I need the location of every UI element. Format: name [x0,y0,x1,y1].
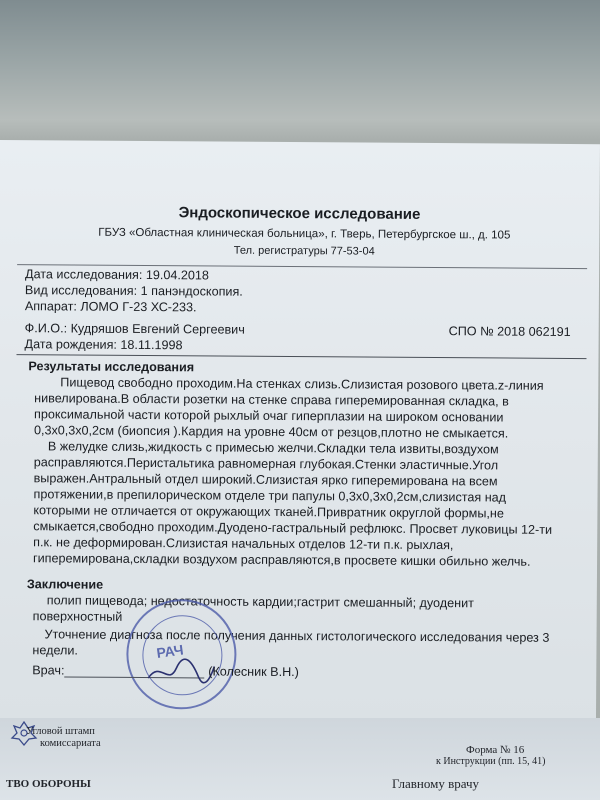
results-line: 0,3х0,3х0,2см (биопсия ).Кардия на уровне 40см от резцов,плотно не смыкается. [33,423,509,441]
stamp-text: РАЧ [155,641,185,661]
form-instruction: к Инструкции (пп. 15, 41) [436,756,546,767]
conclusion-heading: Заключение [26,577,104,592]
corner-stamp-line: Угловой штамп [26,726,95,737]
institution-line: ГБУЗ «Областная клиническая больница», г. Тверь, Петербургское ш., д. 105 [98,226,511,242]
record-number: СПО № 2018 062191 [448,324,571,339]
results-line: проксимальной части которой рыхлый очаг гиперплазии на широком основании [34,407,504,425]
results-line: расправляются.Перистальтика равномерная глубокая.Стенки эластичные.Угол [33,455,499,473]
results-line: смыкается,свободно проходим.Дуодено-гастральный рефлюкс. Просвет луковицы 12-ти [33,519,553,537]
results-line: протяжении,в препилорическом отделе три папулы 0,3х0,3х0,2см,слизистая над [33,487,507,505]
doctor-name: (Колесник В.Н.) [208,664,299,680]
conclusion-line: полип пищевода; недостаточность кардии;гастрит смешанный; дуоденит [46,593,474,611]
doctor-stamp [126,599,237,710]
conclusion-line: недели. [32,643,78,658]
corner-stamp-line: комиссариата [40,738,101,749]
signature-scribble [146,658,216,688]
form-number: Форма № 16 [466,744,525,756]
document-page [0,140,600,724]
results-line: которыми не отличается от окружающих тканей.Привратник округлой формы,не [33,503,504,521]
exam-device: Аппарат: ЛОМО Г-23 ХС-233. [24,299,197,315]
results-heading: Результаты исследования [28,359,195,375]
phone-line: Тел. регистратуры 77-53-04 [233,244,375,258]
exam-type: Вид исследования: 1 панэндоскопия. [24,283,243,299]
exam-date: Дата исследования: 19.04.2018 [25,267,209,283]
results-line: п.к. не деформирован.Слизистая начальных отделов 12-ти п.к. рыхлая, [33,535,454,553]
results-line: гиперемирована,складки воздухом расправляются,в просвете кишки обильно желчь. [33,551,531,569]
results-line: нивелирована.В области розетки на стенке справа гиперемированная складка, в [34,391,509,409]
results-line: В желудке слизь,жидкость с примесью желчи.Складки тела извиты,воздухом [47,439,499,457]
results-line: выражен.Антральный отдел широкий.Слизистая ярко гиперемирована на всем [33,471,498,489]
conclusion-line: Уточнение диагноза после получения данных гистологического исследования через 3 [44,627,550,645]
second-document [0,718,600,800]
patient-name: Ф.И.О.: Кудряшов Евгений Сергеевич [24,321,245,337]
document-title: Эндоскопическое исследование [178,204,421,223]
addressee: Главному врачу [392,776,480,791]
birth-date: Дата рождения: 18.11.1998 [24,337,183,353]
conclusion-line: поверхностный [32,609,123,624]
corner-stamp-line: ТВО ОБОРОНЫ [6,778,91,790]
doctor-label: Врач: [32,663,65,678]
results-line: Пищевод свободно проходим.На стенках слизь.Слизистая розового цвета.z-линия [60,375,544,393]
